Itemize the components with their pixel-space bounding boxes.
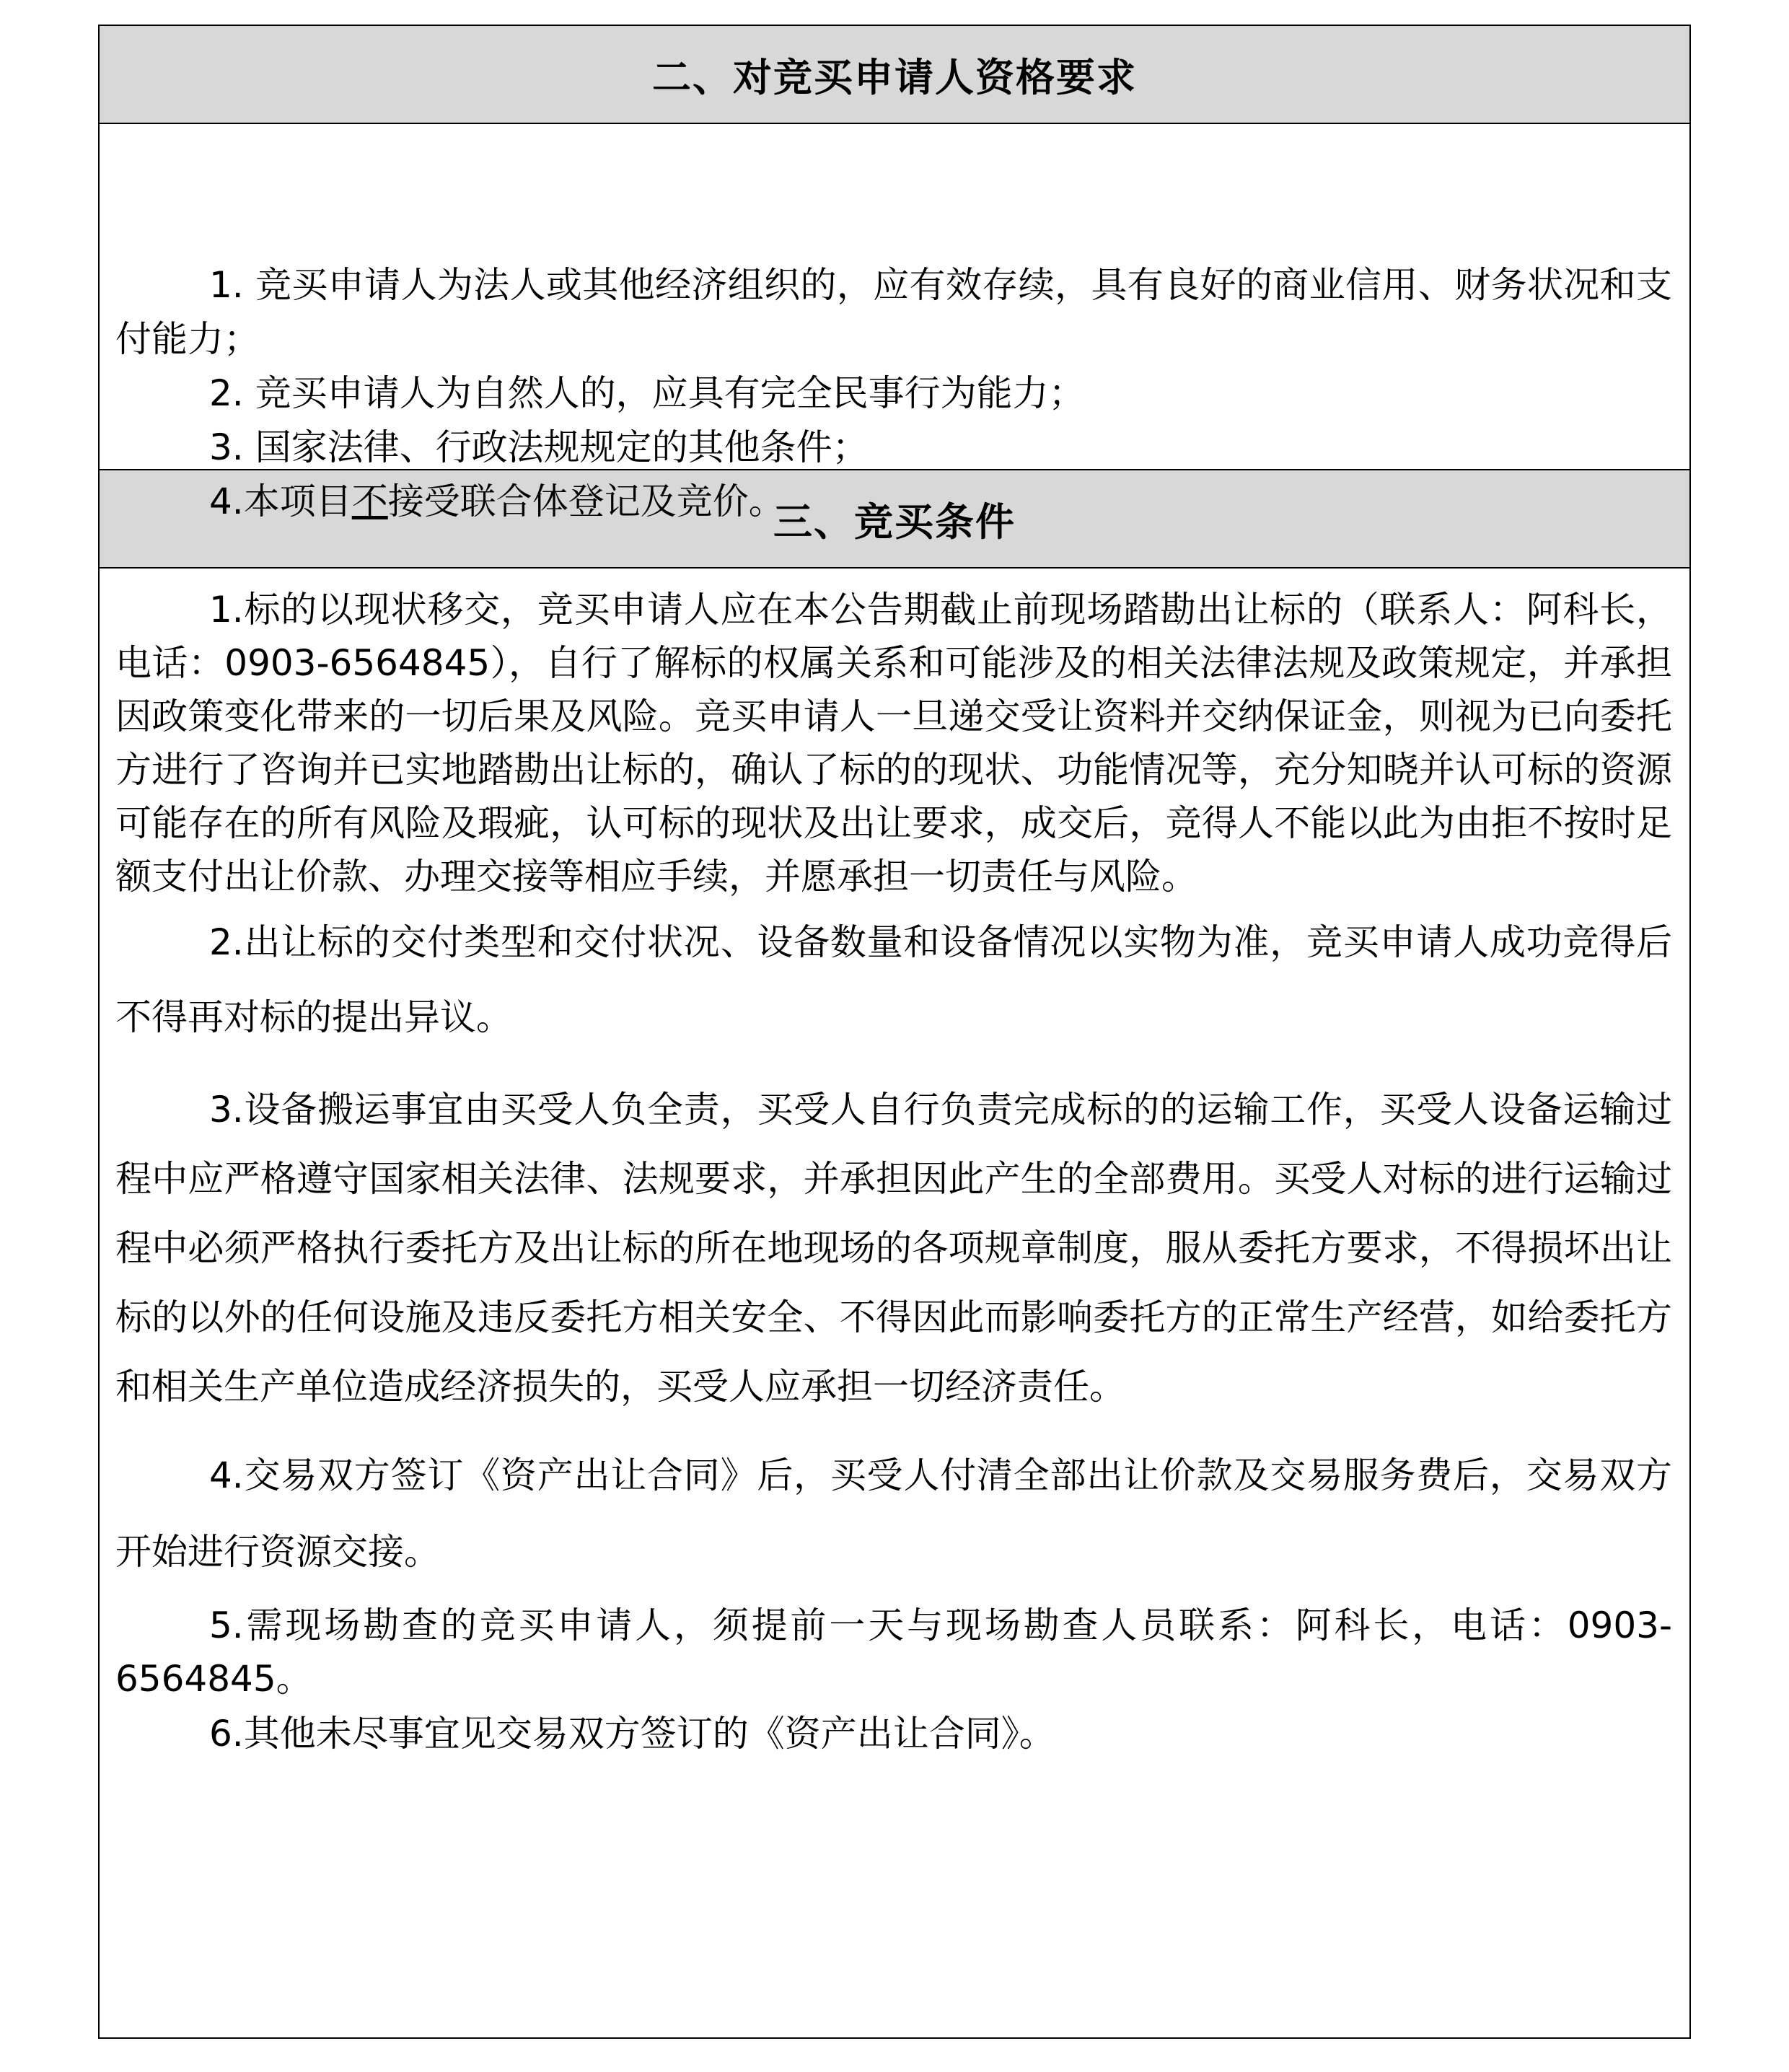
condition-item-4: 4.交易双方签订《资产出让合同》后，买受人付清全部出让价款及交易服务费后，交易双方开始进行资源交接。 — [115, 1454, 1672, 1573]
section-title: 二、对竞买申请人资格要求 — [652, 54, 1137, 100]
item-4-suffix: 接受联合体登记及竞价。 — [387, 480, 785, 522]
condition-item-5: 5.需现场勘查的竞买申请人，须提前一天与现场勘查人员联系：阿科长，电话：0903-6564845。 — [115, 1605, 1672, 1700]
section-title: 三、竞买条件 — [773, 499, 1016, 545]
announcement-table — [98, 25, 1691, 2039]
qualification-item-3: 3. 国家法律、行政法规规定的其他条件； — [209, 426, 869, 468]
section-body-bidding-conditions — [100, 569, 1689, 2037]
condition-item-3: 3.设备搬运事宜由买受人负全责，买受人自行负责完成标的的运输工作，买受人设备运输过程中应严格遵守国家相关法律、法规要求，并承担因此产生的全部费用。买受人对标的进行运输过程中必须严格执行委托方及出让标的所在地现场的各项规章制度，服从委托方要求，不得损坏出让标的以外的任何设施及违反委托方相关安全、不得因此而影响委托方的正常生产经营，如给委托方和相关生产单位造成经济损失的，买受人应承担一切经济责任。 — [115, 1089, 1672, 1408]
section-header-qualification — [100, 26, 1689, 124]
qualification-item-1: 1. 竞买申请人为法人或其他经济组织的，应有效存续，具有良好的商业信用、财务状况和支付能力； — [115, 264, 1672, 360]
item-4-prefix: 4.本项目 — [209, 480, 352, 522]
condition-item-2: 2.出让标的交付类型和交付状况、设备数量和设备情况以实物为准，竞买申请人成功竞得后不得再对标的提出异议。 — [115, 921, 1672, 1038]
qualification-item-2: 2. 竞买申请人为自然人的，应具有完全民事行为能力； — [209, 372, 1085, 414]
condition-item-6: 6.其他未尽事宜见交易双方签订的《资产出让合同》。 — [209, 1713, 1055, 1755]
item-4-underlined-word: 不 — [351, 480, 388, 522]
condition-item-1: 1.标的以现状移交，竞买申请人应在本公告期截止前现场踏勘出让标的（联系人：阿科长，电话：0903-6564845），自行了解标的权属关系和可能涉及的相关法律法规及政策规定，并承担因政策变化带来的一切后果及风险。竞买申请人一旦递交受让资料并交纳保证金，则视为已向委托方进行了咨询并已实地踏勘出让标的，确认了标的的现状、功能情况等，充分知晓并认可标的资源可能存在的所有风险及瑕疵，认可标的现状及出让要求，成交后，竞得人不能以此为由拒不按时足额支付出让价款、办理交接等相应手续，并愿承担一切责任与风险。 — [115, 589, 1672, 897]
